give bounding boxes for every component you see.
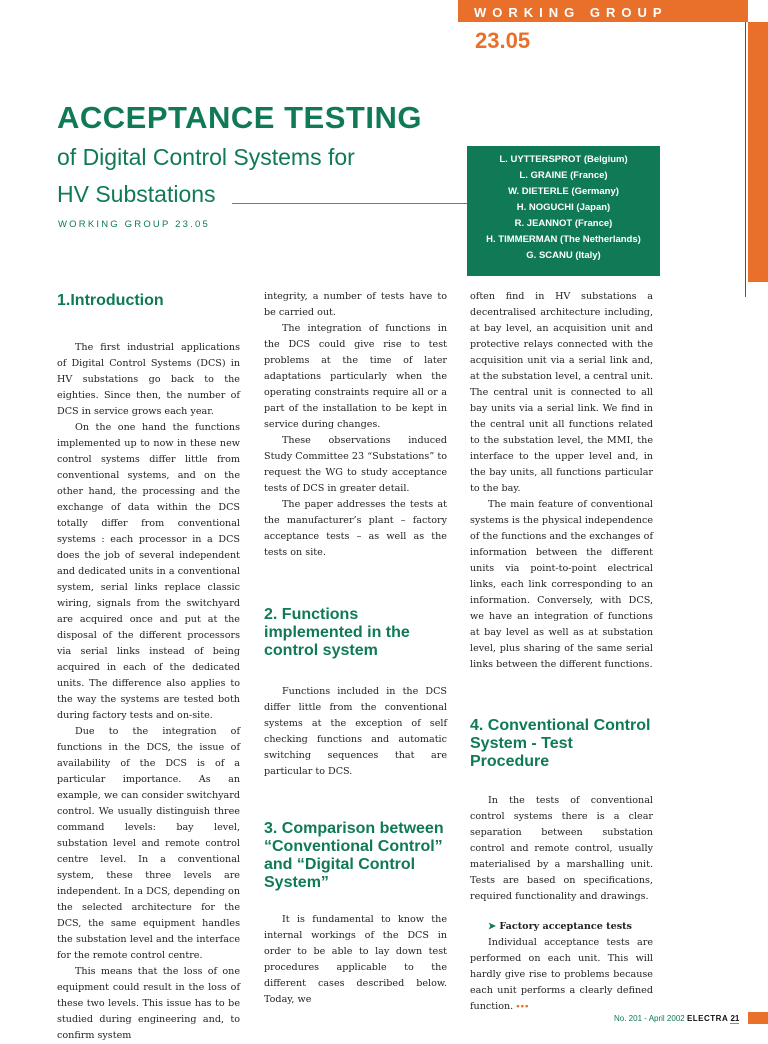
paragraph: Due to the integration of functions in the DCS, the issue of availability of the DCS is of a particular importance. As an example, we can consider switchyard control. We usually distinguish three command levels: bay level, substation level and remote control centre level. In a conventional system, these three levels are independent. In a DCS, depending on the selected architecture for the DCS, the same equipment handles the substation level and the interface for the remote control centre. (57, 726, 240, 961)
paragraph: The integration of functions in the DCS could give rise to test problems at the time of later adaptations particularly when the operating constraints require all or a part of the installation to be kept in service during changes. (264, 323, 447, 430)
paragraph: The paper addresses the tests at the manufacturer’s plant – factory acceptance tests – as well as the tests on site. (264, 499, 447, 558)
issue-label: No. 201 - April 2002 (614, 1014, 685, 1023)
publication-name: ELECTRA (686, 1014, 729, 1023)
column-1 (57, 292, 240, 1044)
article-title: ACCEPTANCE TESTING (57, 100, 422, 135)
article-subtitle-line2: HV Substations (57, 181, 216, 207)
section-heading-comparison: 3. Comparison between “Conventional Control” and “Digital Control System” (264, 820, 444, 891)
author-name: G. SCANU (Italy) (526, 250, 601, 261)
paragraph: The main feature of conventional systems is the physical independence of the functions and the exchanges of information between the different units via point-to-point electrical links, each link corresponding to an information. Conversely, with DCS, we have an integration of functions at bay level as well as at substation level, plus sharing of the same serial links between the different functions. (470, 499, 653, 670)
paragraph: These observations induced Study Committee 23 “Substations” to request the WG to study acceptance tests of DCS in greater detail. (264, 435, 447, 494)
paragraph: The first industrial applications of Digital Control Systems (DCS) in HV substations go back to the eighties. Since then, the number of DCS in service grows each year. (57, 342, 240, 417)
author-name: H. NOGUCHI (Japan) (516, 202, 611, 213)
section-heading-conventional-test: 4. Conventional Control System - Test Procedure (470, 717, 651, 770)
side-label: 23.05 (749, 226, 763, 262)
subtitle-rule (232, 203, 468, 204)
working-group-label: WORKING GROUP 23.05 (58, 219, 210, 230)
paragraph: integrity, a number of tests have to be carried out. (264, 291, 447, 318)
paragraph: It is fundamental to know the internal workings of the DCS in order to be able to lay down test procedures applicable to the different cases described below. Today, we (264, 914, 447, 1005)
page-footer (614, 1014, 739, 1023)
paragraph: In the tests of conventional control systems there is a clear separation between substation control and remote control, usually materialised by a marshalling unit. Tests are based on specifications, required functionality and drawings. (470, 795, 653, 902)
article-subtitle-line1: of Digital Control Systems for (57, 144, 355, 170)
paragraph: Functions included in the DCS differ little from the conventional systems at the exception of self checking functions and automatic switching sequences that are particular to DCS. (264, 686, 447, 777)
author-name: W. DIETERLE (Germany) (508, 186, 619, 197)
section-heading-functions: 2. Functions implemented in the control system (264, 606, 410, 659)
column-2 (264, 289, 447, 1008)
page-number: 21 (730, 1014, 740, 1023)
column-3 (470, 289, 653, 1015)
author-name: H. TIMMERMAN (The Netherlands) (486, 234, 641, 245)
sub-heading-factory-tests: ➤ Factory acceptance tests (488, 921, 632, 932)
paragraph: On the one hand the functions implemented up to now in these new control systems differ little from conventional systems, and on the other hand, the processing and the exchange of data within the DCS totally differ from conventional systems : each processor in a DCS does the job of several independent and dedicated units in a conventional system, serial links replace classic wiring, signals from the switchyard are acquired once and put at the disposal of the different processors via serial links instead of being acquired in each of the dedicated units. The difference also applies to the way the systems are tested both during factory tests and on-site. (57, 422, 240, 721)
continue-mark: ••• (516, 1001, 530, 1012)
section-heading-introduction: 1.Introduction (57, 292, 164, 309)
arrow-icon: ➤ (488, 921, 497, 932)
paragraph: Individual acceptance tests are performed on each unit. This will hardly give rise to problems because each unit performs a clearly defined function. ••• (470, 937, 653, 1012)
author-name: L. GRAINE (France) (519, 170, 608, 181)
author-name: L. UYTTERSPROT (Belgium) (499, 154, 628, 165)
working-group-number: 23.05 (475, 28, 531, 53)
author-name: R. JEANNOT (France) (514, 218, 613, 229)
paragraph: This means that the loss of one equipment could result in the loss of these two levels. This issue has to be studied during engineering and, to confirm system (57, 966, 240, 1041)
paragraph: often find in HV substations a decentralised architecture including, at bay level, an acquisition unit and protective relays connected with the acquisition unit via a serial link and, at the substation level, a central unit. The central unit is connected to all bay units via a serial link. We find in the central unit all functions related to the substation level, the MMI, the interface to the upper level and, in the bay units, all functions particular to the bay. (470, 291, 653, 494)
footer-accent-bar (748, 1012, 768, 1024)
working-group-band-text: WORKING GROUP (474, 5, 668, 20)
authors-box (467, 146, 660, 276)
